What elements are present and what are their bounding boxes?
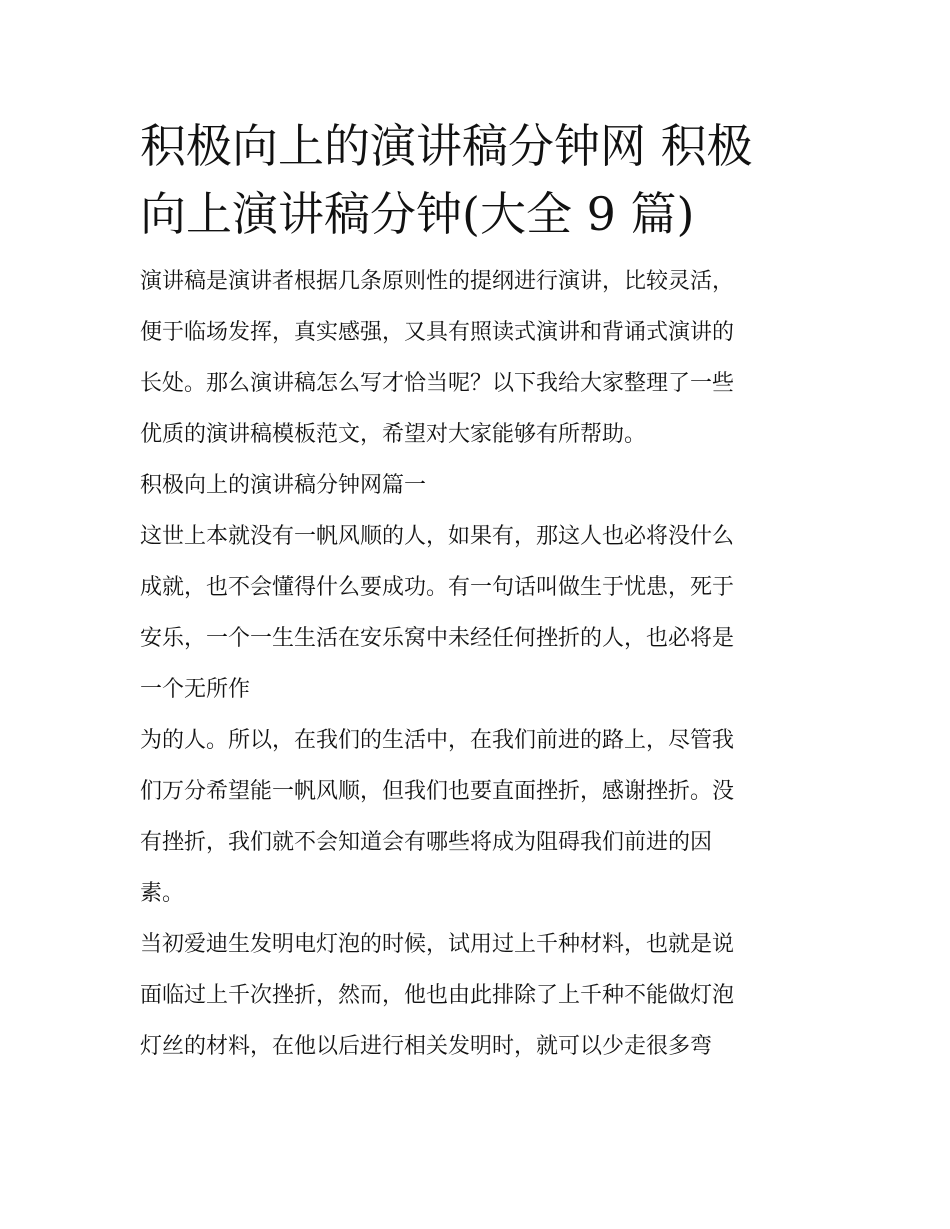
intro-paragraph: [140, 256, 820, 460]
body-paragraph-3: [140, 919, 820, 1072]
text-line: 这世上本就没有一帆风顺的人，如果有，那这人也必将没什么: [140, 524, 735, 549]
text-line: 安乐，一个一生生活在安乐窝中未经任何挫折的人，也必将是: [140, 626, 735, 651]
text-line: 灯丝的材料，在他以后进行相关发明时，就可以少走很多弯: [140, 1034, 713, 1059]
title-line: 积极向上的演讲稿分钟网 积极: [140, 119, 753, 173]
body-paragraph-2: [140, 715, 820, 919]
text-line: 长处。那么演讲稿怎么写才恰当呢？以下我给大家整理了一些: [140, 371, 735, 396]
text-line: 演讲稿是演讲者根据几条原则性的提纲进行演讲，比较灵活，: [140, 269, 735, 294]
text-line: 优质的演讲稿模板范文，希望对大家能够有所帮助。: [140, 422, 647, 447]
text-line: 们万分希望能一帆风顺，但我们也要直面挫折，感谢挫折。没: [140, 779, 735, 804]
text-line: 面临过上千次挫折，然而，他也由此排除了上千种不能做灯泡: [140, 983, 735, 1008]
text-line: 当初爱迪生发明电灯泡的时候，试用过上千种材料，也就是说: [140, 932, 735, 957]
text-line: 有挫折，我们就不会知道会有哪些将成为阻碍我们前进的因: [140, 830, 713, 855]
title-line: 向上演讲稿分钟(大全 9 篇): [140, 187, 695, 241]
body-paragraph-1: [140, 511, 820, 715]
document-title: [140, 112, 820, 248]
section-heading: 积极向上的演讲稿分钟网篇一: [140, 473, 427, 498]
text-line: 便于临场发挥，真实感强，又具有照读式演讲和背诵式演讲的: [140, 320, 735, 345]
text-line: 素。: [140, 881, 185, 906]
text-line: 成就，也不会懂得什么要成功。有一句话叫做生于忧患，死于: [140, 575, 735, 600]
document-page: [140, 112, 820, 1072]
text-line: 为的人。所以，在我们的生活中，在我们前进的路上，尽管我: [140, 728, 735, 753]
text-line: 一个无所作: [140, 677, 251, 702]
